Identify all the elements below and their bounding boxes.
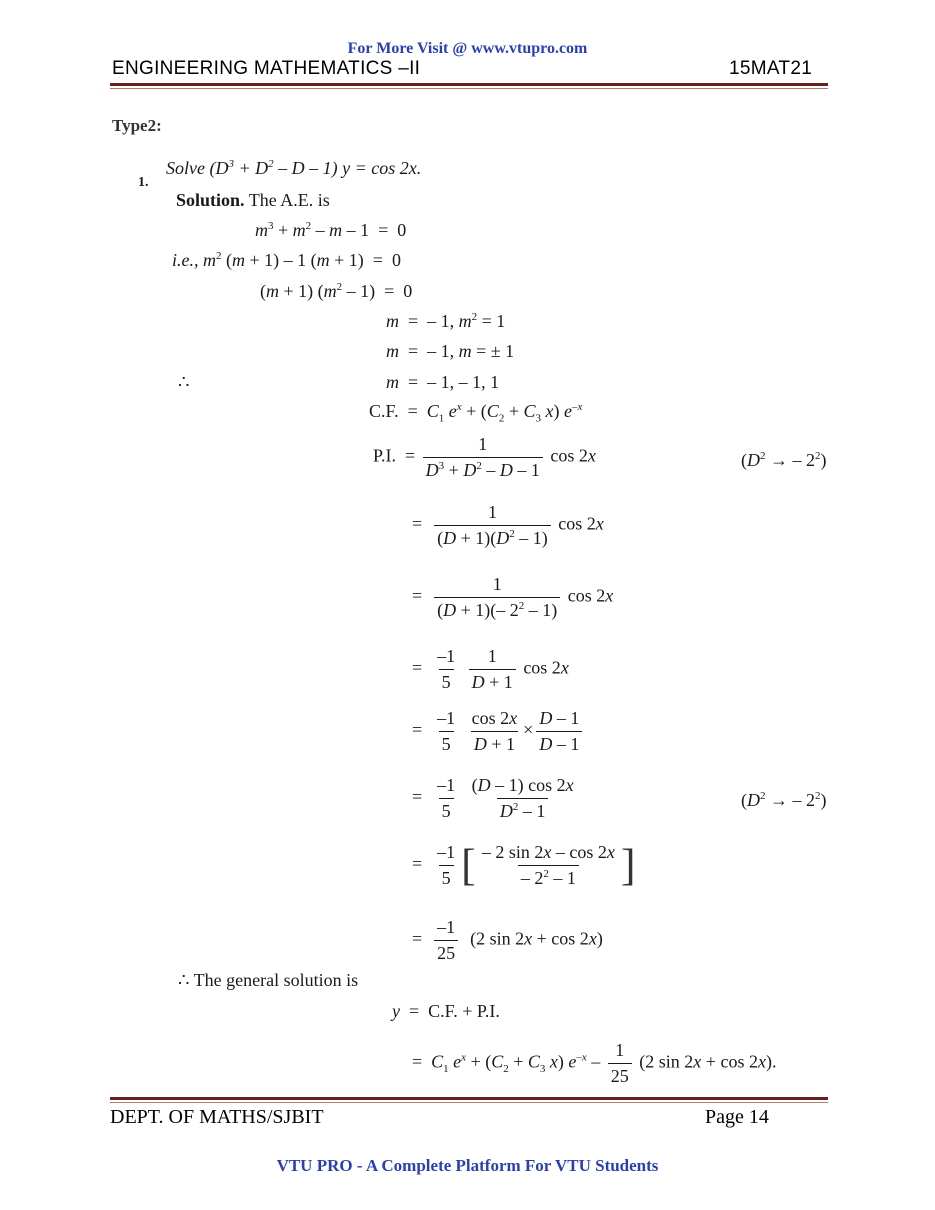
problem-number: 1. bbox=[138, 175, 149, 190]
general-solution-line-2: = $C_1$ $e^x + (C_2 + C_3$ x) $e^{-x}$ – $\frac{1}{25}$ (2 sin 2x + cos 2x). bbox=[412, 1040, 777, 1086]
root-line-1: m = – 1, $m^2 = 1$ bbox=[386, 311, 506, 331]
course-code: 15MAT21 bbox=[729, 58, 813, 79]
ae-line-2: i.e., $m^2$ (m + 1) – 1 (m + 1) = 0 bbox=[172, 250, 401, 270]
bottom-platform-link[interactable]: VTU PRO - A Complete Platform For VTU Students bbox=[276, 1156, 659, 1175]
pi-line-6: = $\frac{-1}{5}$ $\frac{(D - 1) \cos 2x}{D^2 - 1}$ bbox=[412, 775, 574, 821]
pi-line-8: = $\frac{-1}{25}$ (2 sin 2x + cos 2x) bbox=[412, 917, 603, 963]
pi-line-7: = $\frac{-1}{5}$ [ $\frac{- 2 \sin 2x - \cos 2x}{- 2^2 - 1}$ ] bbox=[412, 840, 636, 890]
solution-label: Solution. bbox=[176, 190, 245, 210]
solution-heading bbox=[176, 190, 330, 211]
rule-note-2: ($D^2$ → – $2^2$) bbox=[741, 790, 827, 810]
pi-label: P.I. bbox=[373, 445, 397, 466]
header-rule bbox=[110, 83, 828, 86]
section-type-label: Type2: bbox=[112, 116, 162, 135]
footer-rule bbox=[110, 1097, 828, 1100]
pi-line-3: = $\frac{1}{(D + 1)(- 2^2 - 1)}$ cos 2x bbox=[412, 574, 614, 620]
cf-line: C.F. = $C_1$ $e^x + (C_2 + C_3$ x) $e^{-x}$ bbox=[369, 401, 583, 425]
footer-department: DEPT. OF MATHS/SJBIT bbox=[110, 1106, 324, 1128]
document-title: ENGINEERING MATHEMATICS –II bbox=[112, 58, 421, 79]
root-line-3: m = – 1, – 1, 1 bbox=[386, 372, 500, 392]
problem-statement: Solve $(D^3 + D^2 - D - 1) y = \cos 2x$. bbox=[166, 158, 422, 178]
rule-note-1: ($D^2$ → – $2^2$) bbox=[741, 450, 827, 470]
root-line-2: m = – 1, m = ± 1 bbox=[386, 341, 515, 361]
ae-line-1: $m^3 + m^2 - m - 1 = 0$ bbox=[255, 220, 407, 240]
solution-intro: The A.E. is bbox=[248, 190, 330, 210]
general-solution-intro: ∴ The general solution is bbox=[178, 970, 359, 990]
footer-page-number: Page 14 bbox=[705, 1106, 769, 1128]
pi-line-5: = $\frac{-1}{5}$ $\frac{\cos 2x}{D + 1}$ × $\frac{D - 1}{D - 1}$ bbox=[412, 708, 585, 755]
ae-line-3: (m + 1) $(m^2 - 1) = 0$ bbox=[260, 281, 413, 301]
pi-line-2: = $\frac{1}{(D + 1)(D^2 - 1)}$ cos 2x bbox=[412, 502, 604, 548]
pi-line-1: P.I. = $\frac{1}{D^3 + D^2 - D - 1}$ cos 2x bbox=[373, 434, 596, 480]
top-website-link[interactable]: For More Visit @ www.vtupro.com bbox=[347, 40, 588, 57]
pi-line-4: = $\frac{-1}{5}$ $\frac{1}{D + 1}$ cos 2x bbox=[412, 646, 569, 692]
header-rule-thin bbox=[110, 88, 828, 89]
general-solution-line-1: y = C.F. + P.I. bbox=[392, 1001, 500, 1021]
cf-label: C.F. bbox=[369, 401, 399, 421]
footer-rule-thin bbox=[110, 1102, 828, 1103]
therefore-symbol: ∴ bbox=[178, 372, 190, 392]
